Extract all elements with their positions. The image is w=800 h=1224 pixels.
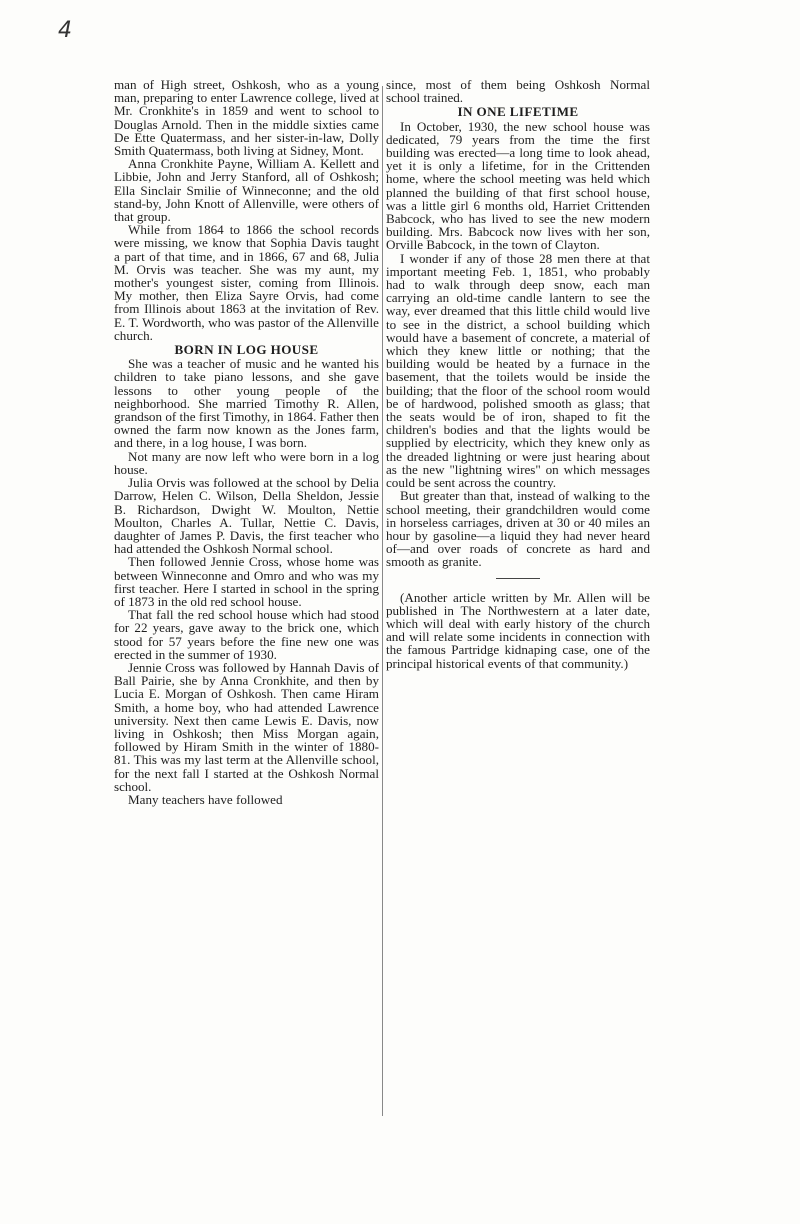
paragraph: I wonder if any of those 28 men there at that important meeting Feb. 1, 1851, who probably had to walk through deep snow, each man carrying an old-time candle lantern to see the way, ever dreamed that this little child would live to see in the district, a school building which would have a basement of concrete, a material of which they knew little or nothing; that the building would be heated by a furnace in the basement, that the toilets would be inside the building; that the floor of the school room would be of hardwood, polished smooth as glass; that the seats would be of iron, shaped to fit the children's bodies and that the lights would be supplied by electricity, which they knew only as the dreaded lightning or were just hearing about as the new "lightning wires" on which messages could be sent across the country. [386,250,650,491]
left-paragraphs-b [114,357,379,806]
right-paragraphs-a [386,78,650,104]
paragraph: But greater than that, instead of walking to the school meeting, their grandchildren would come in horseless carriages, driven at 30 or 40 miles an hour by gasoline—a liquid they had never heard of—and over roads of concrete as hard and smooth as granite. [386,488,650,570]
paragraph: Anna Cronkhite Payne, William A. Kellett and Libbie, John and Jerry Stanford, all of Oshkosh; Ella Sinclair Smilie of Winneconne; and the old stand-by, John Knott of Allenville, were others of that group. [114,156,379,225]
editor-note: (Another article written by Mr. Allen will be published in The Northwestern at a later date, which will deal with early history of the church and will relate some incidents in connection with the famous Partridge kidnaping case, one of the principal historical events of that community.) [386,589,650,671]
section-headline: IN ONE LIFETIME [457,104,579,120]
paragraph: While from 1864 to 1866 the school records were missing, we know that Sophia Davis taught a part of that time, and in 1866, 67 and 68, Julia M. Orvis was teacher. She was my aunt, my mother's youngest sister, coming from Illinois. My mother, then Eliza Sayre Orvis, had come from Illinois about 1863 at the invitation of Rev. E. T. Wordworth, who was pastor of the Allenville church. [114,222,379,343]
paragraph: Not many are now left who were born in a log house. [114,448,379,477]
paragraph: That fall the red school house which had stood for 22 years, gave away to the brick one, which stood for 57 years before the fine new one was erected in the summer of 1930. [114,607,379,662]
left-column [114,78,379,806]
paragraph: She was a teacher of music and he wanted his children to take piano lessons, and she gave lessons to other young people of the neighborhood. She married Timothy R. Allen, grandson of the first Timothy, in 1864. Father then owned the farm now known as the Jones farm, and there, in a log house, I was born. [114,356,379,451]
paragraph: since, most of them being Oshkosh Normal school trained. [386,77,650,106]
column-divider [382,86,383,1116]
right-paragraphs-b [386,120,650,569]
section-headline: BORN IN LOG HOUSE [174,342,319,358]
paragraph: man of High street, Oshkosh, who as a young man, preparing to enter Lawrence college, lived at Mr. Cronkhite's in 1859 and went to school to Douglas Arnold. Then in the middle sixties came De Ette Quatermass, and her sister-in-law, Dolly Smith Quatermass, both living at Sidney, Mont. [114,77,379,159]
paragraph: Julia Orvis was followed at the school by Delia Darrow, Helen C. Wilson, Della Sheldon, Jessie B. Richardson, Dwight W. Moulton, Nettie Moulton, Charles A. Tullar, Nettie C. Davis, daughter of James P. Davis, the first teacher who had attended the Oshkosh Normal school. [114,475,379,557]
paragraph: Jennie Cross was followed by Hannah Davis of Ball Pairie, she by Anna Cronkhite, and then by Lucia E. Morgan of Oshkosh. Then came Hiram Smith, a home boy, who had attended Lawrence university. Next then came Lewis E. Davis, now living in Oshkosh; then Miss Morgan again, followed by Hiram Smith in the winter of 1880-81. This was my last term at the Allenville school, for the next fall I started at the Oshkosh Normal school. [114,659,379,794]
right-column [386,78,650,670]
paragraph: In October, 1930, the new school house was dedicated, 79 years from the time the first building was erected—a long time to look ahead, yet it is only a lifetime, for in the Crittenden home, where the school meeting was held which planned the building of that first school house, was a little girl 6 months old, Harriet Crittenden Babcock, who has lived to see the new modern building. Mrs. Babcock now lives with her son, Orville Babcock, in the town of Clayton. [386,118,650,253]
separator-rule [496,578,540,579]
page-number: 4 [58,18,72,43]
paragraph: Many teachers have followed [128,791,283,807]
paragraph: Then followed Jennie Cross, whose home was between Winneconne and Omro and who was my first teacher. Here I started in school in the spring of 1873 in the old red school house. [114,554,379,609]
left-paragraphs-a [114,78,379,342]
